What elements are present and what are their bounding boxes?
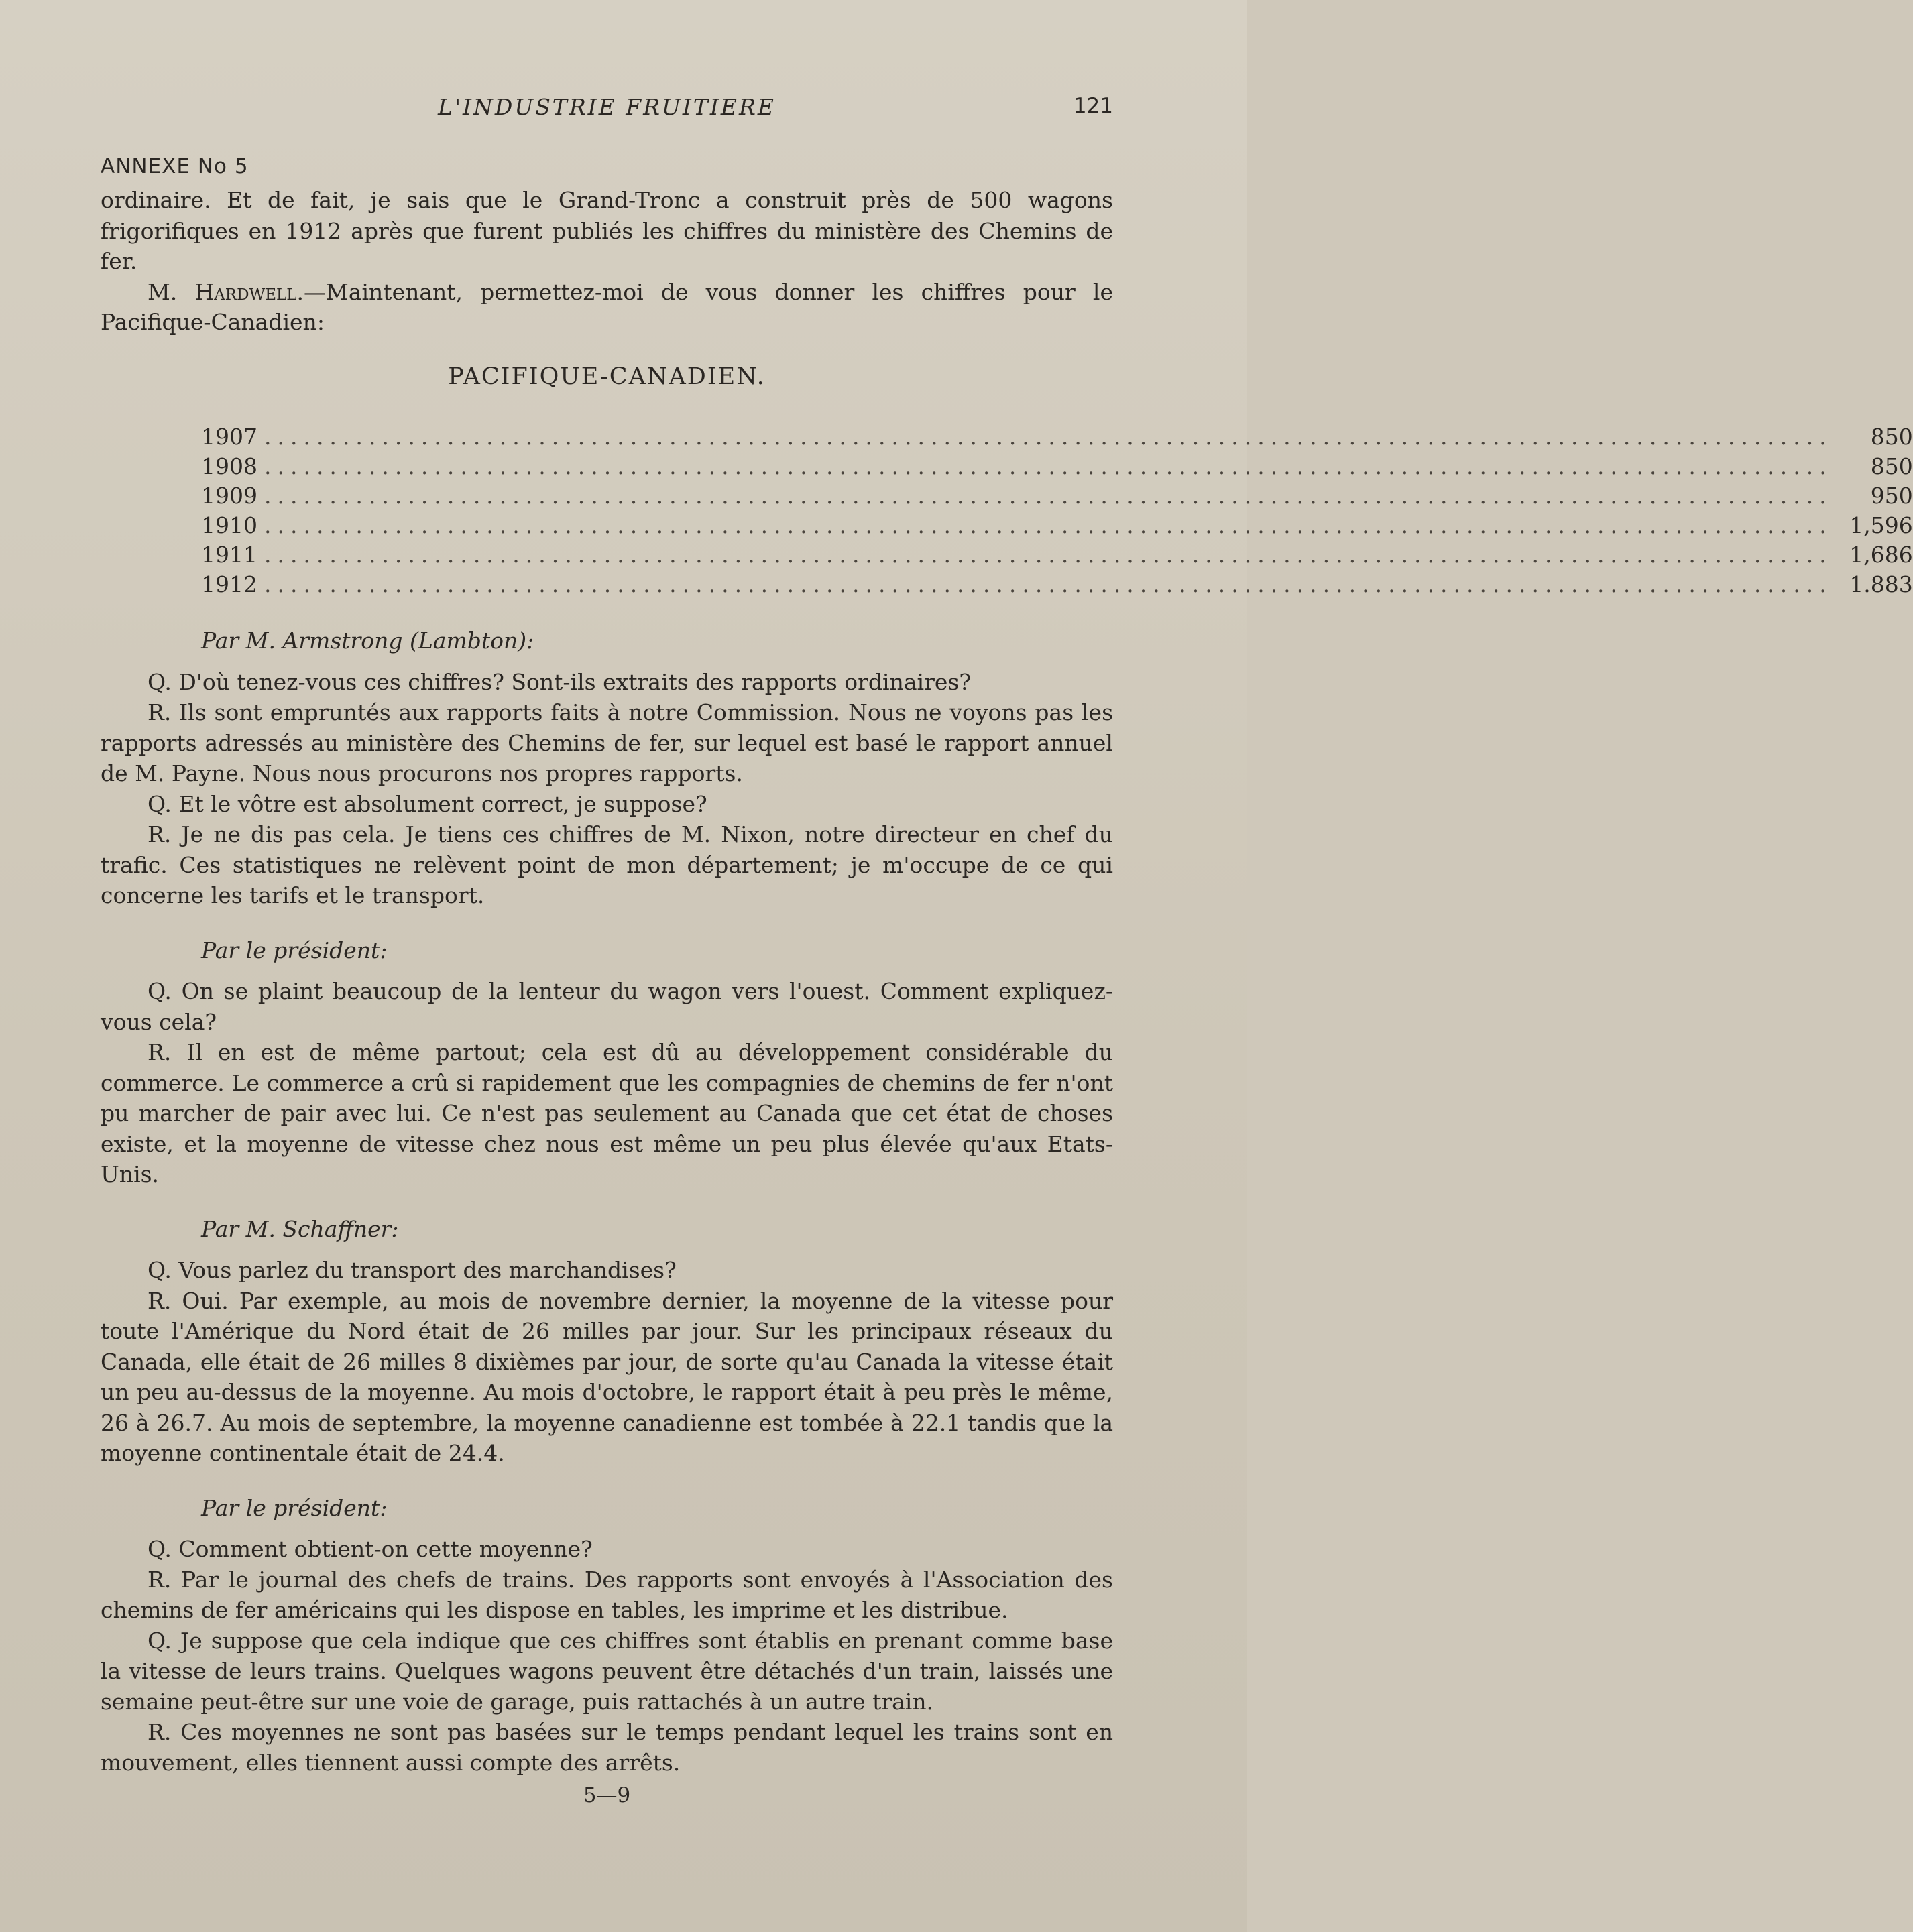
year-cell: 1907 (201, 424, 257, 450)
answer: R. Oui. Par exemple, au mois de novembre dernier, la moyenne de la vitesse pour toute l'Amérique du Nord était de 26 milles par jour. Sur les principaux réseaux du Canada, elle était de 26 milles 8 dixièmes par jour, de sorte qu'au Canada la vitesse était un peu au-dessus de la moyenne. Au mois d'octobre, le rapport était à peu près le même, 26 à 26.7. Au mois de septembre, la moyenne canadienne est tombée à 22.1 tandis que la moyenne continentale était de 24.4. (101, 1287, 1113, 1466)
year-cell: 1908 (201, 453, 257, 479)
page-number: 121 (1073, 94, 1113, 118)
answer: R. Par le journal des chefs de trains. Des rapports sont envoyés à l'Association des chemins de fer américains qui les dispose en tables, les imprime et les distribue. (101, 1566, 1113, 1623)
question: Q. On se plaint beaucoup de la lenteur du wagon vers l'ouest. Comment expliquez-vous cela? (101, 978, 1113, 1035)
running-title: L'INDUSTRIE FRUITIERE (438, 94, 776, 120)
signature-mark: 5—9 (583, 1783, 631, 1807)
answer: R. Il en est de même partout; cela est dû au développement considérable du commerce. Le commerce a crû si rapidement que les compagnies de chemins de fer n'ont pu marcher de pair avec lui. Ce n'est pas seulement au Canada que cet état de choses existe, et la moyenne de vitesse chez nous est même un peu plus élevée qu'aux Etats-Unis. (101, 1039, 1113, 1187)
speaker-heading: Par le président: (201, 1494, 388, 1521)
value-cell: 950 (1870, 483, 1913, 509)
value-cell: 1.883 (1849, 571, 1913, 597)
value-cell: 1,596 (1849, 512, 1913, 538)
question: Q. Je suppose que cela indique que ces chiffres sont établis en prenant comme base la vitesse de leurs trains. Quelques wagons peuvent être détachés d'un train, laissés une semaine peut-être sur une voie de garage, puis rattachés à un autre train. (101, 1627, 1113, 1715)
year-cell: 1910 (201, 512, 257, 538)
leader-dots: ........................................................................................................................ (264, 453, 1833, 479)
leader-dots: ........................................................................................................................ (264, 542, 1833, 568)
page-header (101, 94, 1113, 134)
table-row (201, 569, 1913, 599)
year-cell: 1909 (201, 483, 257, 509)
speaker-heading: Par M. Armstrong (Lambton): (201, 627, 534, 654)
year-cell: 1912 (201, 571, 257, 597)
document-body (101, 185, 1913, 1811)
value-cell: 850 (1870, 424, 1913, 450)
leader-dots: ........................................................................................................................ (264, 424, 1833, 450)
answer: R. Ils sont empruntés aux rapports faits à notre Commission. Nous ne voyons pas les rapports adressés au ministère des Chemins de fer, sur lequel est basé le rapport annuel de M. Payne. Nous nous procurons nos propres rapports. (101, 699, 1113, 786)
leader-dots: ........................................................................................................................ (264, 512, 1833, 538)
speaker-name: Hardwell (194, 278, 297, 305)
value-cell: 1,686 (1849, 542, 1913, 568)
answer: R. Je ne dis pas cela. Je tiens ces chiffres de M. Nixon, notre directeur en chef du trafic. Ces statistiques ne relèvent point de mon département; je m'occupe de ce qui concerne les tarifs et le transport. (101, 821, 1113, 908)
question: Q. Et le vôtre est absolument correct, je suppose? (148, 790, 707, 817)
speaker-heading: Par le président: (201, 937, 388, 963)
annex-label: ANNEXE No 5 (101, 154, 249, 178)
table-row (201, 510, 1913, 540)
statistics-table (201, 422, 1913, 599)
question: Q. Vous parlez du transport des marchandises? (148, 1257, 677, 1283)
table-row (201, 481, 1913, 510)
speaker-heading: Par M. Schaffner: (201, 1215, 399, 1242)
answer: R. Ces moyennes ne sont pas basées sur le temps pendant lequel les trains sont en mouvement, elles tiennent aussi compte des arrêts. (101, 1719, 1113, 1776)
paragraph-hardwell (101, 277, 1113, 338)
question: Q. Comment obtient-on cette moyenne? (148, 1536, 593, 1562)
year-cell: 1911 (201, 542, 257, 568)
leader-dots: ........................................................................................................................ (264, 571, 1833, 597)
table-title: PACIFIQUE-CANADIEN. (448, 363, 766, 390)
table-row (201, 422, 1913, 451)
table-row (201, 451, 1913, 481)
paragraph-hardwell-text: .—Maintenant, permettez-moi de vous donner les chiffres pour le Pacifique-Canadien: (101, 278, 1113, 335)
value-cell: 850 (1870, 453, 1913, 479)
paragraph-continuation: ordinaire. Et de fait, je sais que le Grand-Tronc a construit près de 500 wagons frigorifiques en 1912 après que furent publiés les chiffres du ministère des Chemins de fer. (101, 187, 1113, 274)
speaker-prefix: M. (148, 278, 195, 305)
table-row (201, 540, 1913, 569)
leader-dots: ........................................................................................................................ (264, 483, 1833, 509)
question: Q. D'où tenez-vous ces chiffres? Sont-ils extraits des rapports ordinaires? (148, 668, 972, 695)
